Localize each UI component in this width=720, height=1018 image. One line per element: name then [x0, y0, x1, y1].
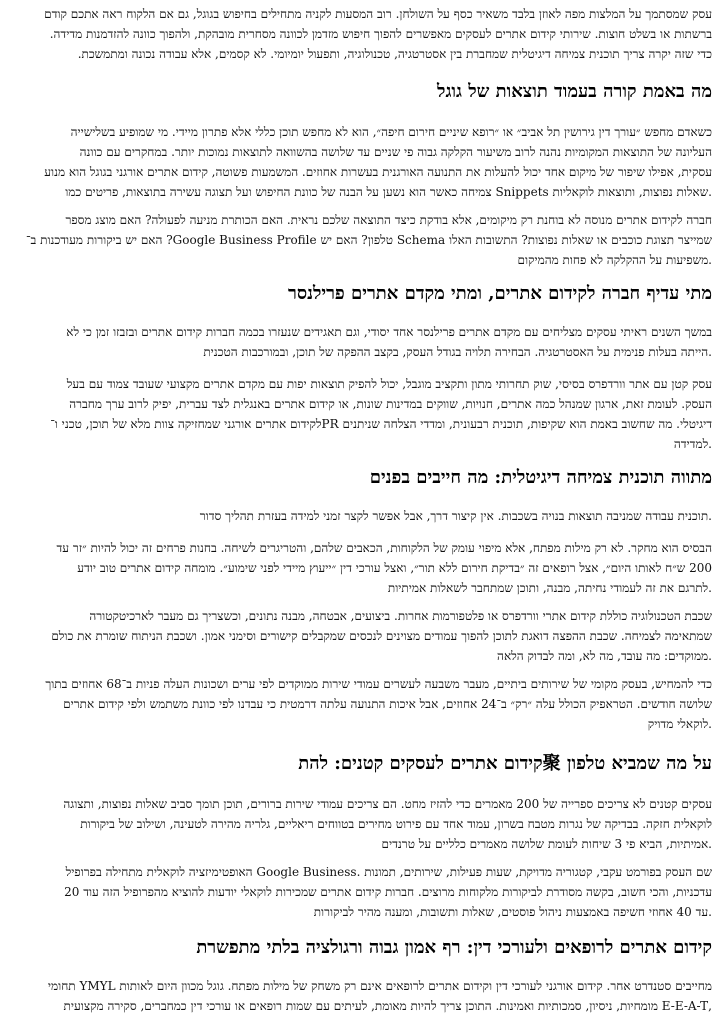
- paragraph-line: העליונה של התוצאות המקומיות נהנה לרוב משיעור הקלקה גבוה פי שניים עד שלושה בהשוואה לתוצאות נמוכות יותר. במחקרים עם כוונה: [79, 145, 712, 159]
- paragraph: [8, 976, 712, 1016]
- paragraph: [8, 210, 712, 270]
- paragraph-line: מחייבים סטנדרט אחר. קידום אורגני לעורכי דין וקידום אתרים לרופאים אינם רק משחק של מילות מפתח. גוגל מכוון היום לאותות YMYL תחומי: [47, 979, 712, 993]
- paragraph-line: כשאדם מחפש ״עורך דין גירושין תל אביב״ או ״רופא שיניים חירום חיפה״, הוא לא מחפש תוכן כללי אלא פתרון מיידי. מי שמופיע בשלישייה: [70, 125, 712, 139]
- section-heading: על מה שמביא טלפון 聚קידום אתרים לעסקים קטנים: להת: [298, 753, 712, 774]
- paragraph-line: עסקית, אפילו שיפור של מיקום אחד יכול להעלות את התנועה האורגנית בעשרות אחוזים. המשמעות פשוטה, קידום אתרים אורגני בגוגל הוא מנוע: [44, 165, 712, 179]
- paragraph-line: עדכניות, והכי חשוב, בקשה מסודרת לביקורות מלקוחות מרוצים. חברות קידום אתרים שמכירות לוקאלי יודעות להוציא מהפרופיל הזה עוד 20: [64, 885, 712, 899]
- paragraph-line: כדי שזה יקרה צריך תוכנית צמיחה דיגיטלית שמחברת בין אסטרטגיה, טכנולוגיה, ותפעול יומיומי. לא קסמים, אלא עבודה נכונה ומתמשכת.: [77, 47, 712, 61]
- paragraph-line: .שאלות נפוצות, ותוצאות לוקאליות Snippets צמיחה כאשר הוא נשען על הבנה של כוונת החיפוש ועל תצוגה עשירה בתוצאות, פריטים כמו: [65, 185, 712, 199]
- paragraph: [8, 862, 712, 922]
- paragraph: [8, 322, 712, 362]
- paragraph: [8, 674, 712, 734]
- paragraph-line: .משפיעות על ההקלקה לא פחות מהמיקום: [517, 253, 712, 267]
- paragraph-line: לוקאלית חזקה. בבדיקה של נגרות מטבח בשרון, עמוד אחד עם פירוט מחירים בטווחים ריאליים, גלריה מהירה לטעינה, ושילוב של ביקורות: [80, 817, 712, 831]
- paragraph-line: עסקים קטנים לא צריכים ספרייה של 200 מאמרים כדי להזיז מחט. הם צריכים עמודי שירות ברורים, תוכן תומך סביב שאלות נפוצות, ותצוגה: [63, 797, 712, 811]
- paragraph-line: חברה לקידום אתרים מנוסה לא בוחנת רק מיקומים, אלא בודקת כיצד התוצאה שלכם נראית. האם הכותרת מניעה לפעולה? האם מוצג מספר: [65, 213, 712, 227]
- paragraph: [8, 538, 712, 598]
- paragraph-line: הבסיס הוא מחקר. לא רק מילות מפתח, אלא מיפוי עומק של הלקוחות, הכאבים שלהם, והטריגרים לשיחה. בחנות פרחים זה יכול להיות ״זר עד: [56, 541, 712, 555]
- paragraph: [8, 506, 712, 526]
- paragraph: [8, 794, 712, 854]
- paragraph-line: .למדידה: [673, 437, 712, 451]
- paragraph-line: דיגיטלי. מה שחשוב באמת הוא שקיפות, תוכנית רבעונית, ומדדי הצלחה שניתנים PRלקידום אתרים אורגני שמחזיקה צוות מלא של תוכן, טכני ו־: [50, 417, 712, 431]
- paragraph-line: ברשתות או בשלט חוצות. שירותי קידום אתרים לעסקים מאפשרים להפוך חיפוש מזדמן לכוונה מסחרית מובהקת, ולהפוך כוונה להזדמנות מדידה.: [49, 27, 712, 41]
- paragraph-line: .תוכנית עבודה שמניבה תוצאות בנויה בשכבות. אין קיצור דרך, אבל אפשר לקצר זמני למידה בעזרת תהליך סדור: [199, 509, 712, 523]
- paragraph-line: עסק קטן עם אתר וורדפרס בסיסי, שוק תחרותי מתון ותקציב מוגבל, יכול להפיק תוצאות יפות עם מקדם אתרים מקצועי שעובד צמוד עם בעל: [66, 377, 712, 391]
- paragraph-line: כדי להמחיש, בעסק מקומי של שירותים ביתיים, מעבר משבעה לעשרים עמודי שירות ממוקדים לפי ערים ושכונות העלה פניות ב־68 אחוזים בתוך: [45, 677, 712, 691]
- paragraph-line: שלושה חודשים. הטראפיק הכולל עלה ״רק״ ב־24 אחוזים, אבל איכות התנועה עלתה דרמטית כי עבדנו לפי כוונת משתמש ולפי קידום אתרים: [63, 697, 712, 711]
- paragraph-line: .הייתה בעלות פנימית על האסטרטגיה. הבחירה תלויה בגודל העסק, בקצב ההפקה של תוכן, ובמורכבות הטכנית: [203, 345, 712, 359]
- paragraph-line: שם העסק בפורמט עקבי, קטגוריה מדויקת, שעות פעילות, שירותים, תמונות .Google Business האופטימיזציה לוקאלית מתחילה בפרופיל: [65, 865, 712, 879]
- paragraph-line: שמייצר תצוגת כוכבים או שאלות נפוצות? התשובות האלו Schema טלפון? האם יש Google Business Profile? האם יש ביקורות מעודכנות ב־: [25, 233, 712, 247]
- paragraph-line: .עד 40 אחוזי חשיפה באמצעות ניהול פוסטים, שאלות ותשובות, ומענה מהיר לביקורות: [313, 905, 712, 919]
- paragraph-line: .לוקאלי מדויק: [647, 717, 712, 731]
- paragraph-line: שכבת הטכנולוגיה כוללת קידום אתרי וורדפרס או פלטפורמות אחרות. ביצועים, אבטחה, מבנה נתונים, וכשצריך גם מעבר לארכיטקטורה: [89, 609, 712, 623]
- paragraph-line: שמתאימה לצמיחה. שכבת ההפצה דואגת לתוכן להפוך עמודים מצוינים לנכסים שמקבלים קישורים וסימני אמון. ושכבת הניתוח שומרת את כולם: [51, 629, 712, 643]
- paragraph: [8, 374, 712, 454]
- paragraph-line: .ממוקדים: מה עובד, מה לא, ומה לבדוק הלאה: [497, 649, 712, 663]
- paragraph-line: .אמיתיות, הביא פי 3 שיחות לעומת שלושה מאמרים כלליים על טרנדים: [381, 837, 712, 851]
- paragraph-line: במשך השנים ראיתי עסקים מצליחים עם מקדם אתרים פרילנסר אחד יסודי, וגם תאגידים שנעזרו בכמה חברות קידום אתרים ובזבזו זמן כי לא: [66, 325, 712, 339]
- section-heading: מתווה תוכנית צמיחה דיגיטלית: מה חייבים בפנים: [369, 467, 712, 488]
- section-heading: קידום אתרים לרופאים ולעורכי דין: רף אמון גבוה ורגולציה בלתי מתפשרת: [196, 937, 712, 958]
- section-heading: מה באמת קורה בעמוד תוצאות של גוגל: [437, 81, 712, 102]
- paragraph-line: ,E-E-A-T מומחיות, ניסיון, סמכותיות ואמינות. התוכן צריך להיות מאומת, לעיתים עם שמות רופאים או עורכי דין כמחברים, סקירה מקצועית: [63, 999, 712, 1013]
- paragraph-line: 200 ש״ח לאותו היום״, אצל רופאים זה ״בדיקת חירום ללא תור״, ואצל עורכי דין ״ייעוץ מיידי לפני שימוע״. מומחה קידום אתרים טוב יודע: [77, 561, 712, 575]
- paragraph-line: עסק שמסתמך על המלצות מפה לאוזן בלבד משאיר כסף על השולחן. רוב המסעות לקניה מתחילים בחיפוש בגוגל, גם אם הלקוח ראה אתכם קודם: [44, 7, 712, 21]
- paragraph-line: העסק. לעומת זאת, ארגון שמנהל כמה אתרים, חנויות, שווקים במדינות שונות, או קידום אתרים באנגלית לצד עברית, יפיק לרוב ערך מחברה: [69, 397, 712, 411]
- paragraph: [8, 4, 712, 64]
- section-heading: מתי עדיף חברה לקידום אתרים, ומתי מקדם אתרים פרילנסר: [288, 283, 712, 304]
- paragraph: [8, 122, 712, 202]
- paragraph-line: .לתרגם את זה לעמודי נחיתה, מבנה, ותוכן שמתחבר לשאלות אמיתיות: [387, 581, 712, 595]
- paragraph: [8, 606, 712, 666]
